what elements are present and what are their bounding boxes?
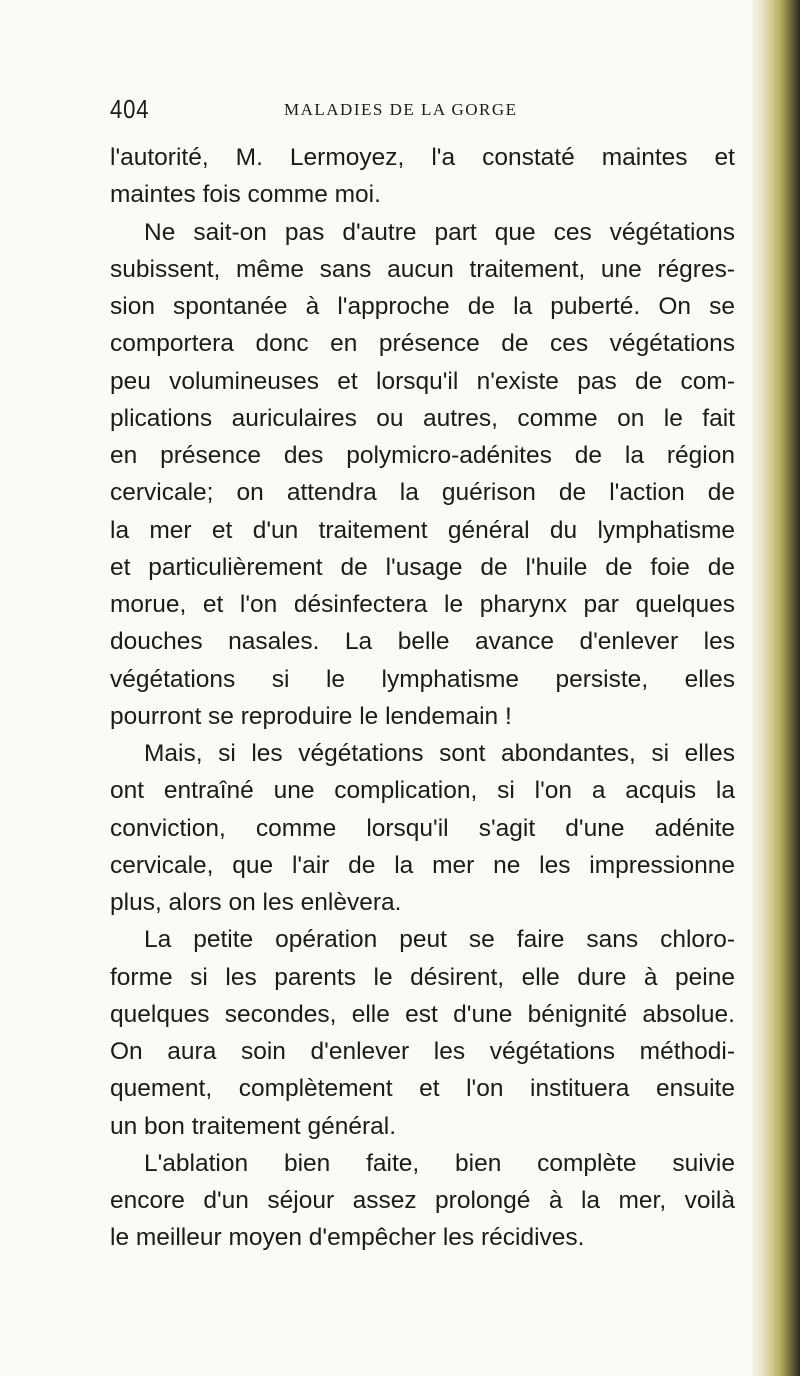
text-line: cervicale, que l'air de la mer ne les impressionne (110, 851, 735, 879)
text-line: morue, et l'on désinfectera le pharynx par quelques (110, 591, 735, 618)
text-line: peu volumineuses et lorsqu'il n'existe pas de com- (110, 367, 735, 395)
text-line: végétations si le lymphatisme persiste, elles (110, 665, 735, 693)
text-line: un bon traitement général. (110, 1112, 397, 1140)
text-line: en présence des polymicro-adénites de la région (110, 442, 735, 469)
page-edge-binding (752, 0, 800, 1376)
text-line: sion spontanée à l'approche de la puberté. On se (110, 293, 735, 320)
text-line: la mer et d'un traitement général du lymphatisme (110, 516, 735, 544)
text-line: quement, complètement et l'on instituera ensuite (110, 1075, 735, 1103)
text-line: plus, alors on les enlèvera. (110, 889, 402, 916)
text-line: encore d'un séjour assez prolongé à la mer, voilà (110, 1187, 735, 1214)
text-line: forme si les parents le désirent, elle dure à peine (110, 963, 735, 991)
text-line: Ne sait-on pas d'autre part que ces végétations (144, 218, 735, 246)
text-line: On aura soin d'enlever les végétations méthodi- (110, 1038, 735, 1065)
text-line: L'ablation bien faite, bien complète suivie (144, 1149, 735, 1177)
text-line: conviction, comme lorsqu'il s'agit d'une adénite (110, 814, 735, 842)
text-line: ont entraîné une complication, si l'on a acquis la (110, 777, 735, 805)
text-line: subissent, même sans aucun traitement, une régres- (110, 255, 735, 283)
text-line: douches nasales. La belle avance d'enlever les (110, 628, 735, 656)
text-line: pourront se reproduire le lendemain ! (110, 702, 512, 730)
text-line: comportera donc en présence de ces végétations (110, 330, 735, 358)
text-line: et particulièrement de l'usage de l'huile de foie de (110, 553, 735, 581)
text-line: l'autorité, M. Lermoyez, l'a constaté maintes et (110, 144, 735, 171)
text-line: cervicale; on attendra la guérison de l'action de (110, 479, 735, 507)
text-line: quelques secondes, elle est d'une bénignité absolue. (110, 1000, 735, 1028)
text-line: maintes fois comme moi. (110, 181, 381, 209)
page-header (110, 94, 710, 130)
running-title: MALADIES DE LA GORGE (284, 100, 518, 119)
text-line: le meilleur moyen d'empêcher les récidives. (110, 1224, 585, 1252)
text-line: La petite opération peut se faire sans chloro- (144, 926, 735, 954)
text-line: plications auriculaires ou autres, comme on le fait (110, 404, 735, 432)
text-line: Mais, si les végétations sont abondantes, si elles (144, 740, 735, 767)
page-number: 404 (110, 94, 150, 124)
